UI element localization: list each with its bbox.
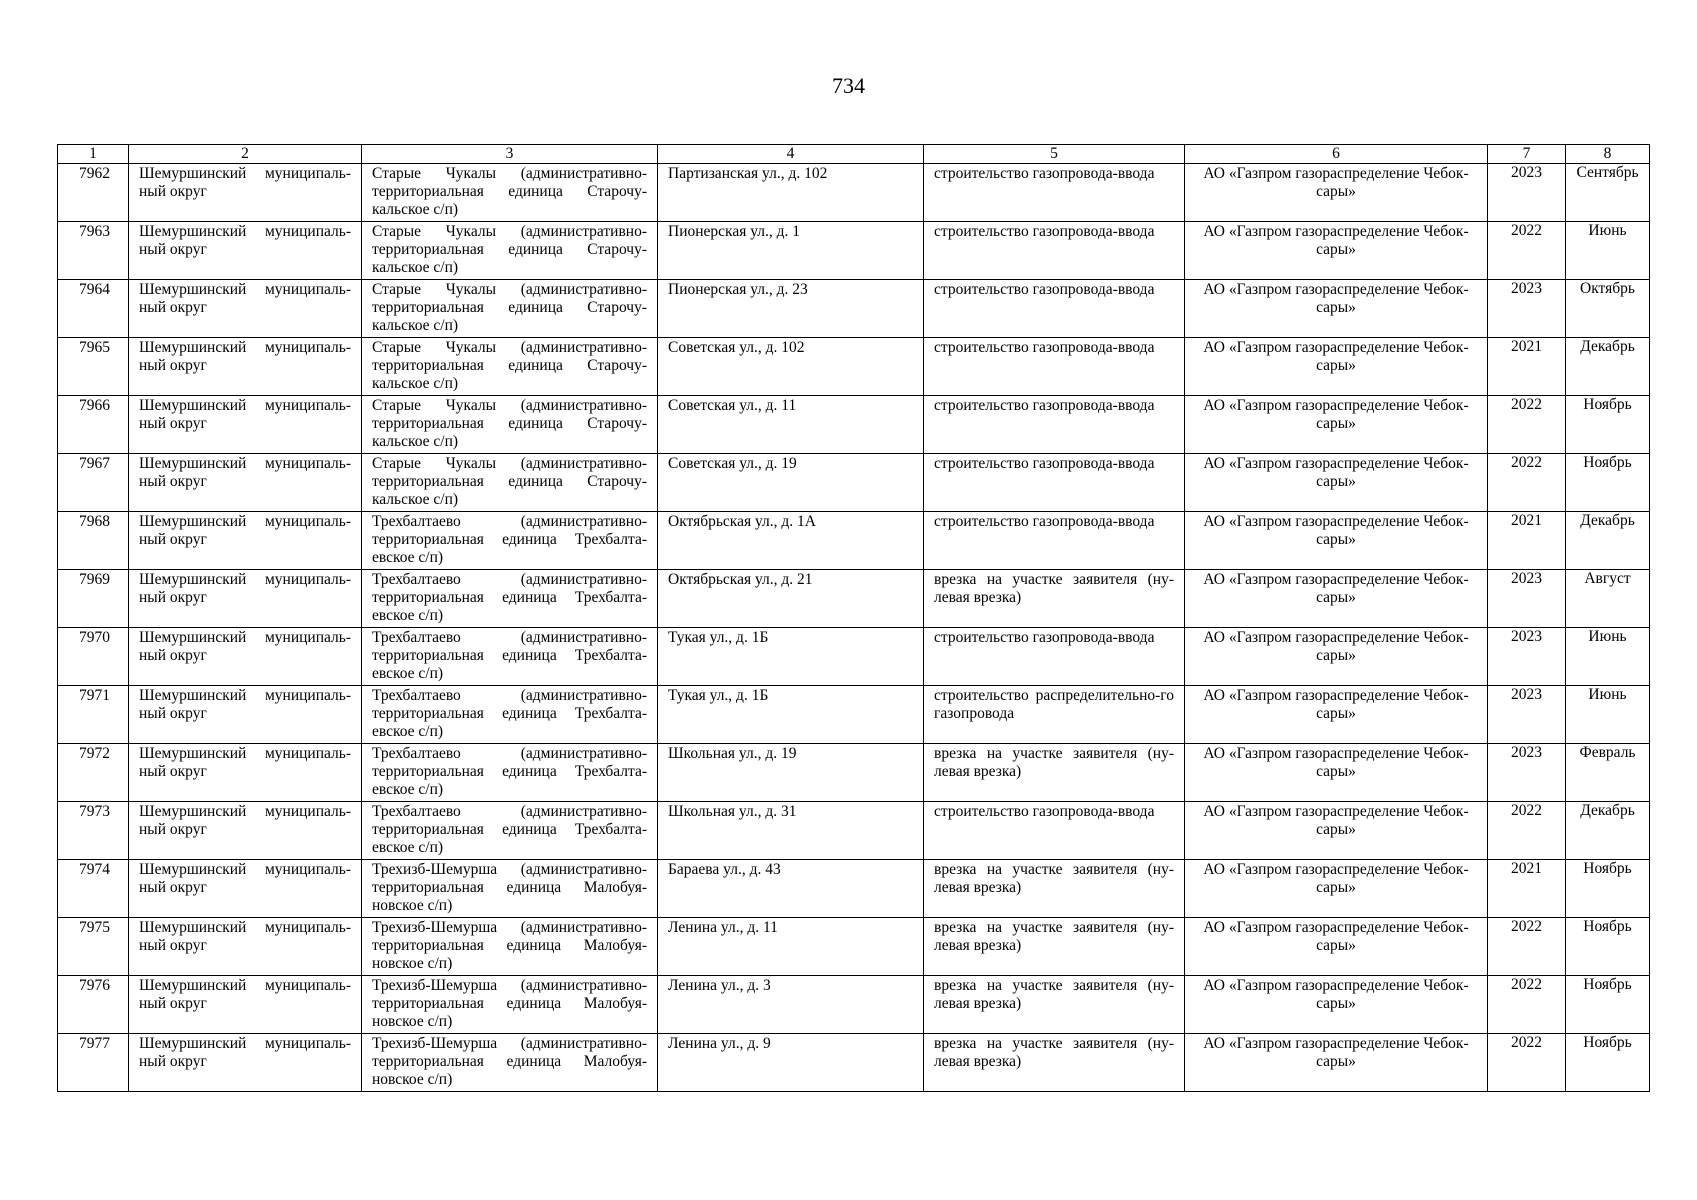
- month-cell: Ноябрь: [1566, 918, 1650, 976]
- district-cell: Шемуршинский муниципаль-ный округ: [129, 860, 362, 918]
- locality-cell: Старые Чукалы (административно-территориальная единица Старочу-кальское с/п): [362, 338, 658, 396]
- month-cell: Ноябрь: [1566, 1034, 1650, 1092]
- organization-cell: АО «Газпром газораспределение Чебок-сары»: [1185, 512, 1488, 570]
- column-header-7: 7: [1488, 145, 1566, 164]
- column-header-3: 3: [362, 145, 658, 164]
- organization-cell: АО «Газпром газораспределение Чебок-сары»: [1185, 686, 1488, 744]
- table-row: [58, 686, 1650, 744]
- address-cell: Октябрьская ул., д. 1А: [658, 512, 924, 570]
- work-type-cell: строительство газопровода-ввода: [924, 454, 1185, 512]
- column-header-1: 1: [58, 145, 129, 164]
- table-row: [58, 222, 1650, 280]
- row-number-cell: 7973: [58, 802, 129, 860]
- address-cell: Октябрьская ул., д. 21: [658, 570, 924, 628]
- work-type-cell: врезка на участке заявителя (ну-левая врезка): [924, 860, 1185, 918]
- column-header-2: 2: [129, 145, 362, 164]
- row-number-cell: 7976: [58, 976, 129, 1034]
- month-cell: Декабрь: [1566, 512, 1650, 570]
- district-cell: Шемуршинский муниципаль-ный округ: [129, 570, 362, 628]
- organization-cell: АО «Газпром газораспределение Чебок-сары»: [1185, 338, 1488, 396]
- month-cell: Август: [1566, 570, 1650, 628]
- address-cell: Советская ул., д. 11: [658, 396, 924, 454]
- year-cell: 2022: [1488, 802, 1566, 860]
- address-cell: Пионерская ул., д. 23: [658, 280, 924, 338]
- district-cell: Шемуршинский муниципаль-ный округ: [129, 164, 362, 222]
- organization-cell: АО «Газпром газораспределение Чебок-сары»: [1185, 396, 1488, 454]
- address-cell: Тукая ул., д. 1Б: [658, 628, 924, 686]
- year-cell: 2021: [1488, 512, 1566, 570]
- address-cell: Партизанская ул., д. 102: [658, 164, 924, 222]
- month-cell: Февраль: [1566, 744, 1650, 802]
- locality-cell: Трехбалтаево (административно-территориальная единица Трехбалта-евское с/п): [362, 802, 658, 860]
- organization-cell: АО «Газпром газораспределение Чебок-сары»: [1185, 918, 1488, 976]
- district-cell: Шемуршинский муниципаль-ный округ: [129, 338, 362, 396]
- row-number-cell: 7964: [58, 280, 129, 338]
- month-cell: Ноябрь: [1566, 396, 1650, 454]
- organization-cell: АО «Газпром газораспределение Чебок-сары»: [1185, 860, 1488, 918]
- locality-cell: Трехизб-Шемурша (административно-территориальная единица Малобуя-новское с/п): [362, 860, 658, 918]
- work-type-cell: строительство газопровода-ввода: [924, 164, 1185, 222]
- organization-cell: АО «Газпром газораспределение Чебок-сары»: [1185, 802, 1488, 860]
- page-number: 734: [832, 73, 865, 98]
- table-row: [58, 628, 1650, 686]
- work-type-cell: врезка на участке заявителя (ну-левая врезка): [924, 918, 1185, 976]
- locality-cell: Старые Чукалы (административно-территориальная единица Старочу-кальское с/п): [362, 396, 658, 454]
- table-row: [58, 918, 1650, 976]
- address-cell: Советская ул., д. 19: [658, 454, 924, 512]
- locality-cell: Старые Чукалы (административно-территориальная единица Старочу-кальское с/п): [362, 164, 658, 222]
- month-cell: Декабрь: [1566, 802, 1650, 860]
- work-type-cell: строительство газопровода-ввода: [924, 802, 1185, 860]
- column-header-5: 5: [924, 145, 1185, 164]
- column-header-6: 6: [1185, 145, 1488, 164]
- organization-cell: АО «Газпром газораспределение Чебок-сары»: [1185, 744, 1488, 802]
- year-cell: 2021: [1488, 338, 1566, 396]
- row-number-cell: 7962: [58, 164, 129, 222]
- table-row: [58, 280, 1650, 338]
- row-number-cell: 7974: [58, 860, 129, 918]
- month-cell: Июнь: [1566, 686, 1650, 744]
- table-row: [58, 860, 1650, 918]
- locality-cell: Старые Чукалы (административно-территориальная единица Старочу-кальское с/п): [362, 454, 658, 512]
- year-cell: 2022: [1488, 222, 1566, 280]
- work-type-cell: строительство газопровода-ввода: [924, 512, 1185, 570]
- district-cell: Шемуршинский муниципаль-ный округ: [129, 976, 362, 1034]
- month-cell: Ноябрь: [1566, 976, 1650, 1034]
- locality-cell: Трехизб-Шемурша (административно-территориальная единица Малобуя-новское с/п): [362, 1034, 658, 1092]
- locality-cell: Старые Чукалы (административно-территориальная единица Старочу-кальское с/п): [362, 222, 658, 280]
- locality-cell: Трехизб-Шемурша (административно-территориальная единица Малобуя-новское с/п): [362, 976, 658, 1034]
- locality-cell: Старые Чукалы (административно-территориальная единица Старочу-кальское с/п): [362, 280, 658, 338]
- table-row: [58, 802, 1650, 860]
- organization-cell: АО «Газпром газораспределение Чебок-сары»: [1185, 164, 1488, 222]
- year-cell: 2023: [1488, 280, 1566, 338]
- district-cell: Шемуршинский муниципаль-ный округ: [129, 222, 362, 280]
- work-type-cell: врезка на участке заявителя (ну-левая врезка): [924, 744, 1185, 802]
- locality-cell: Трехбалтаево (административно-территориальная единица Трехбалта-евское с/п): [362, 744, 658, 802]
- year-cell: 2023: [1488, 164, 1566, 222]
- address-cell: Ленина ул., д. 9: [658, 1034, 924, 1092]
- registry-table: [57, 144, 1650, 1092]
- row-number-cell: 7966: [58, 396, 129, 454]
- row-number-cell: 7975: [58, 918, 129, 976]
- work-type-cell: строительство газопровода-ввода: [924, 338, 1185, 396]
- work-type-cell: строительство газопровода-ввода: [924, 280, 1185, 338]
- district-cell: Шемуршинский муниципаль-ный округ: [129, 744, 362, 802]
- year-cell: 2022: [1488, 454, 1566, 512]
- organization-cell: АО «Газпром газораспределение Чебок-сары»: [1185, 976, 1488, 1034]
- year-cell: 2021: [1488, 860, 1566, 918]
- work-type-cell: строительство газопровода-ввода: [924, 628, 1185, 686]
- district-cell: Шемуршинский муниципаль-ный округ: [129, 1034, 362, 1092]
- address-cell: Советская ул., д. 102: [658, 338, 924, 396]
- column-header-8: 8: [1566, 145, 1650, 164]
- table-row: [58, 570, 1650, 628]
- address-cell: Школьная ул., д. 19: [658, 744, 924, 802]
- month-cell: Июнь: [1566, 628, 1650, 686]
- table-row: [58, 976, 1650, 1034]
- district-cell: Шемуршинский муниципаль-ный округ: [129, 686, 362, 744]
- column-number-row: [58, 145, 1650, 164]
- row-number-cell: 7967: [58, 454, 129, 512]
- organization-cell: АО «Газпром газораспределение Чебок-сары»: [1185, 628, 1488, 686]
- table-row: [58, 338, 1650, 396]
- district-cell: Шемуршинский муниципаль-ный округ: [129, 918, 362, 976]
- address-cell: Пионерская ул., д. 1: [658, 222, 924, 280]
- table-row: [58, 512, 1650, 570]
- year-cell: 2022: [1488, 976, 1566, 1034]
- month-cell: Сентябрь: [1566, 164, 1650, 222]
- month-cell: Ноябрь: [1566, 860, 1650, 918]
- year-cell: 2023: [1488, 744, 1566, 802]
- locality-cell: Трехбалтаево (административно-территориальная единица Трехбалта-евское с/п): [362, 570, 658, 628]
- address-cell: Ленина ул., д. 11: [658, 918, 924, 976]
- table-header: [58, 145, 1650, 164]
- month-cell: Октябрь: [1566, 280, 1650, 338]
- district-cell: Шемуршинский муниципаль-ный округ: [129, 280, 362, 338]
- district-cell: Шемуршинский муниципаль-ный округ: [129, 396, 362, 454]
- row-number-cell: 7968: [58, 512, 129, 570]
- year-cell: 2023: [1488, 686, 1566, 744]
- row-number-cell: 7970: [58, 628, 129, 686]
- row-number-cell: 7971: [58, 686, 129, 744]
- work-type-cell: врезка на участке заявителя (ну-левая врезка): [924, 1034, 1185, 1092]
- work-type-cell: врезка на участке заявителя (ну-левая врезка): [924, 570, 1185, 628]
- locality-cell: Трехизб-Шемурша (административно-территориальная единица Малобуя-новское с/п): [362, 918, 658, 976]
- row-number-cell: 7965: [58, 338, 129, 396]
- row-number-cell: 7963: [58, 222, 129, 280]
- year-cell: 2022: [1488, 1034, 1566, 1092]
- year-cell: 2023: [1488, 628, 1566, 686]
- address-cell: Бараева ул., д. 43: [658, 860, 924, 918]
- year-cell: 2022: [1488, 918, 1566, 976]
- organization-cell: АО «Газпром газораспределение Чебок-сары»: [1185, 280, 1488, 338]
- month-cell: Июнь: [1566, 222, 1650, 280]
- table-row: [58, 396, 1650, 454]
- district-cell: Шемуршинский муниципаль-ный округ: [129, 802, 362, 860]
- address-cell: Школьная ул., д. 31: [658, 802, 924, 860]
- district-cell: Шемуршинский муниципаль-ный округ: [129, 512, 362, 570]
- organization-cell: АО «Газпром газораспределение Чебок-сары»: [1185, 570, 1488, 628]
- locality-cell: Трехбалтаево (административно-территориальная единица Трехбалта-евское с/п): [362, 512, 658, 570]
- table-body: [58, 164, 1650, 1092]
- locality-cell: Трехбалтаево (административно-территориальная единица Трехбалта-евское с/п): [362, 628, 658, 686]
- organization-cell: АО «Газпром газораспределение Чебок-сары»: [1185, 222, 1488, 280]
- row-number-cell: 7972: [58, 744, 129, 802]
- column-header-4: 4: [658, 145, 924, 164]
- address-cell: Ленина ул., д. 3: [658, 976, 924, 1034]
- district-cell: Шемуршинский муниципаль-ный округ: [129, 454, 362, 512]
- year-cell: 2023: [1488, 570, 1566, 628]
- organization-cell: АО «Газпром газораспределение Чебок-сары»: [1185, 1034, 1488, 1092]
- table-row: [58, 454, 1650, 512]
- year-cell: 2022: [1488, 396, 1566, 454]
- table-row: [58, 1034, 1650, 1092]
- locality-cell: Трехбалтаево (административно-территориальная единица Трехбалта-евское с/п): [362, 686, 658, 744]
- table-row: [58, 164, 1650, 222]
- table-row: [58, 744, 1650, 802]
- work-type-cell: строительство газопровода-ввода: [924, 222, 1185, 280]
- organization-cell: АО «Газпром газораспределение Чебок-сары»: [1185, 454, 1488, 512]
- work-type-cell: строительство газопровода-ввода: [924, 396, 1185, 454]
- work-type-cell: строительство распределительно-го газопровода: [924, 686, 1185, 744]
- work-type-cell: врезка на участке заявителя (ну-левая врезка): [924, 976, 1185, 1034]
- district-cell: Шемуршинский муниципаль-ный округ: [129, 628, 362, 686]
- row-number-cell: 7969: [58, 570, 129, 628]
- month-cell: Ноябрь: [1566, 454, 1650, 512]
- address-cell: Тукая ул., д. 1Б: [658, 686, 924, 744]
- row-number-cell: 7977: [58, 1034, 129, 1092]
- month-cell: Декабрь: [1566, 338, 1650, 396]
